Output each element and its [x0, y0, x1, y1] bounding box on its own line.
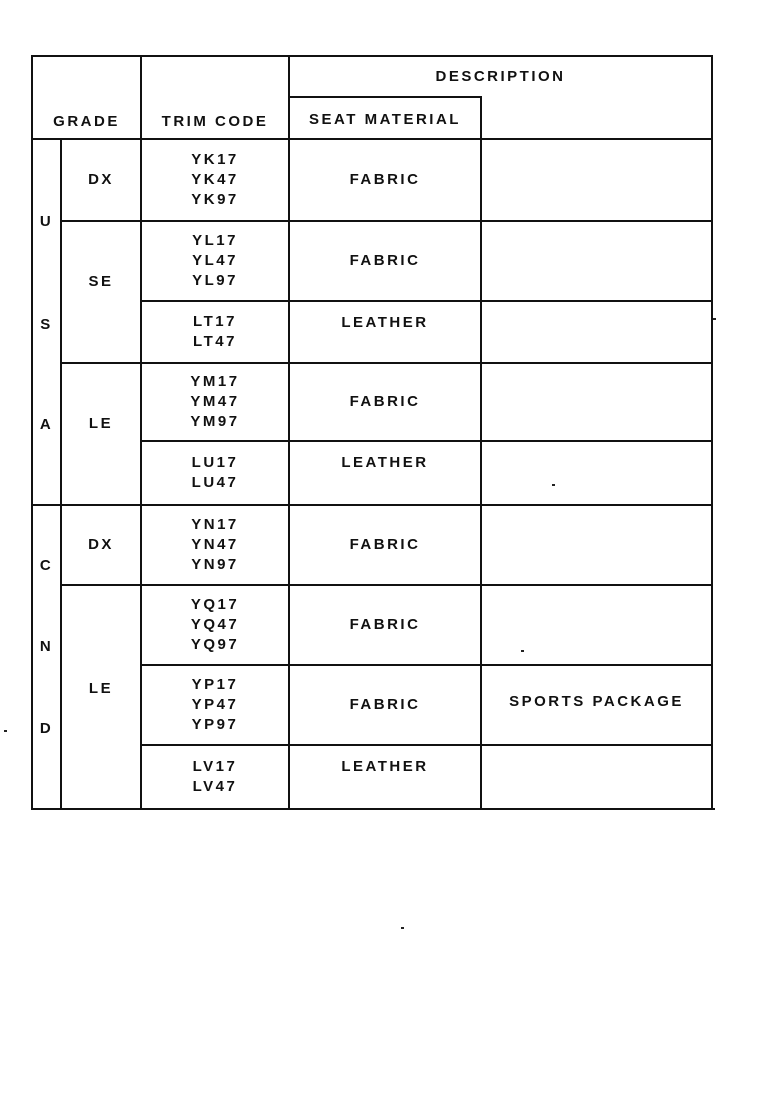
scan-speck	[401, 927, 404, 929]
trim-codes-ym: YM17 YM47 YM97	[190, 373, 240, 430]
scan-speck	[713, 318, 716, 320]
table-border-bottom	[31, 808, 715, 810]
trim-codes-lt: LT17 LT47	[193, 313, 237, 350]
region-letter-d: D	[39, 720, 54, 737]
seat-material-yn: FABRIC	[349, 536, 421, 553]
note-sports-package: SPORTS PACKAGE	[509, 693, 684, 710]
trim-codes-yq: YQ17 YQ47 YQ97	[190, 596, 240, 653]
seat-material-yp: FABRIC	[349, 696, 421, 713]
note-lv	[482, 746, 711, 808]
note-lu	[482, 442, 711, 504]
region-letter-u: U	[39, 213, 54, 230]
trim-code-table	[31, 55, 713, 810]
table-border-top	[31, 55, 713, 57]
note-ym	[482, 364, 711, 440]
scan-speck	[521, 650, 524, 652]
grade-cnd-le: LE	[88, 680, 114, 697]
trim-codes-yl: YL17 YL47 YL97	[192, 232, 238, 289]
seat-material-lu: LEATHER	[341, 454, 429, 471]
header-grade: GRADE	[53, 113, 120, 130]
note-yk	[482, 140, 711, 220]
header-description: DESCRIPTION	[435, 68, 566, 85]
region-letter-a: A	[39, 416, 54, 433]
grade-usa-se: SE	[88, 273, 114, 290]
seat-material-ym: FABRIC	[349, 393, 421, 410]
region-letter-s: S	[40, 316, 53, 333]
grade-cnd-dx: DX	[88, 536, 114, 553]
seat-material-lv: LEATHER	[341, 758, 429, 775]
header-seat-material: SEAT MATERIAL	[309, 111, 461, 128]
note-lt	[482, 302, 711, 362]
region-letter-c: C	[39, 557, 54, 574]
seat-material-yq: FABRIC	[349, 616, 421, 633]
note-yq	[482, 586, 711, 664]
trim-codes-yn: YN17 YN47 YN97	[191, 516, 239, 573]
region-letter-n: N	[39, 638, 54, 655]
grade-usa-le: LE	[88, 415, 114, 432]
seat-material-yk: FABRIC	[349, 171, 421, 188]
seat-material-lt: LEATHER	[341, 314, 429, 331]
scan-speck	[4, 730, 7, 732]
note-yn	[482, 506, 711, 584]
grade-usa-dx: DX	[88, 171, 114, 188]
table-border-right	[711, 55, 713, 810]
seat-material-yl: FABRIC	[349, 252, 421, 269]
scan-speck	[552, 484, 555, 486]
trim-codes-yk: YK17 YK47 YK97	[191, 151, 239, 208]
trim-codes-lu: LU17 LU47	[191, 454, 239, 491]
trim-codes-yp: YP17 YP47 YP97	[191, 676, 239, 733]
trim-codes-lv: LV17 LV47	[192, 758, 238, 795]
header-trim-code: TRIM CODE	[161, 113, 269, 130]
header-sub-line	[288, 96, 480, 98]
note-yl	[482, 222, 711, 300]
